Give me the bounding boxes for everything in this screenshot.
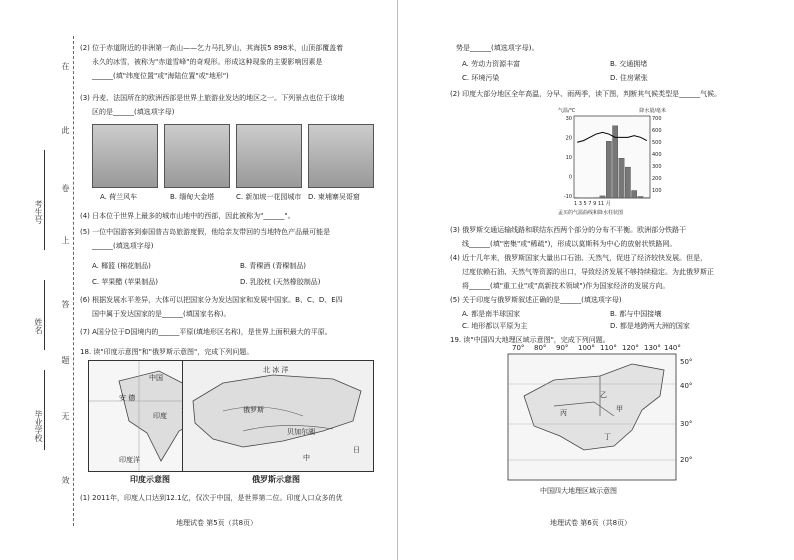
question-text: (2) 位于赤道附近的非洲第一高山——乞力马扎罗山，其海拔5 898米，山顶部覆盖着 [80, 44, 344, 52]
precip-bar [600, 196, 605, 198]
question-text: (7) A国分位于D国境内的______平原(填地形区名称)，是世界上面积最大的平原。 [80, 328, 332, 336]
field-line-name[interactable] [44, 280, 45, 350]
question-heading: 19. 读"中国四大地理区域示意图"，完成下列问题。 [450, 336, 610, 344]
option-text: C. 环境污染 [462, 74, 500, 82]
map-region-label: 丙 [560, 409, 567, 417]
map-lat-label: 50° [680, 358, 693, 366]
tick-label: 100 [652, 188, 662, 194]
map-label: 印度洋 [119, 456, 140, 464]
field-label-name: 姓名 [34, 318, 43, 334]
climate-chart [556, 104, 668, 216]
photo-caption: D. 柬埔寨吴哥窟 [308, 193, 360, 201]
seal-char: 上 [61, 236, 70, 244]
tick-label: 0 [568, 174, 572, 181]
seal-char: 答 [61, 300, 70, 308]
map-label: 日 [353, 446, 360, 454]
chart-frame [574, 116, 650, 198]
photo-merlion [236, 124, 302, 188]
map-label: 安 德 [119, 394, 136, 402]
question-text: (4) 近十几年来，俄罗斯国家大量出口石油、天然气，促进了经济较快发展。但是， [450, 254, 708, 262]
seal-char: 题 [61, 356, 70, 364]
map-russia-svg [183, 361, 373, 471]
field-line-school[interactable] [44, 370, 45, 450]
map-lon-label: 130° [644, 344, 661, 352]
tick-label: 400 [652, 152, 662, 158]
option-text: A. 椰篮 (棉花制品) [92, 262, 151, 270]
question-text: (2) 印度大部分地区全年高温，分早、雨两季，读下图，判断其气候类型是______气候。 [450, 90, 722, 98]
page-footer: 地理试卷 第5页（共8页） [176, 519, 258, 527]
map-russia [182, 360, 374, 472]
map-lat-label: 20° [680, 456, 693, 464]
tick-label: 200 [652, 176, 662, 182]
option-text: D. 都是地跨两大洲的国家 [610, 322, 690, 330]
seal-char: 卷 [61, 184, 70, 192]
map-lat-label: 40° [680, 382, 693, 390]
photo-angkor [308, 124, 374, 188]
field-label-school: 毕业学校 [34, 410, 43, 442]
map-caption-china: 中国四大地理区域示意图 [540, 487, 617, 495]
question-text: (5) 一位中国游客到泰国普吉岛旅游度假，他给亲友带回的当地特色产品最可能是 [80, 228, 331, 236]
map-lon-label: 110° [600, 344, 617, 352]
axis-label: 气温/℃ [558, 108, 576, 114]
seal-char: 此 [61, 126, 70, 134]
question-text: (6) 根据发展水平差异，大体可以把国家分为发达国家和发展中国家。B、C、D、E四 [80, 296, 343, 304]
field-label-exam-number: 考生号 [34, 200, 43, 224]
map-label: 贝加尔湖 [287, 428, 315, 436]
map-lon-label: 70° [512, 344, 525, 352]
tick-label: 30 [565, 116, 572, 122]
photo-caption: B. 缅甸大金塔 [170, 193, 215, 201]
map-lon-label: 100° [578, 344, 595, 352]
precip-bar [625, 167, 630, 198]
tick-label: 20 [565, 135, 572, 142]
precip-bar [632, 191, 637, 198]
precip-bar [619, 158, 624, 198]
map-lon-label: 80° [534, 344, 547, 352]
map-region-label: 丁 [604, 433, 611, 441]
option-text: D. 乳胶枕 (天然橡胶制品) [240, 278, 321, 286]
tick-label: 600 [652, 128, 662, 134]
chart-caption: 孟买的气温曲线和降水柱状图 [558, 210, 624, 216]
tick-label: -10 [563, 194, 572, 200]
question-text: ______(填选项字母) [92, 242, 154, 250]
photo-caption: C. 新加坡一花园城市 [236, 193, 302, 201]
tick-label: 1 3 5 7 9 11 月 [574, 201, 611, 207]
question-text: (3) 丹麦、法国所在的欧洲西部是世界上旅游业发达的地区之一。下列景点也位于该地 [80, 94, 345, 102]
map-lon-label: 140° [664, 344, 681, 352]
tick-label: 700 [652, 116, 662, 122]
seal-char: 效 [61, 476, 70, 484]
option-text: C. 地形都以平原为主 [462, 322, 528, 330]
option-text: B. 都与中国接壤 [610, 310, 662, 318]
question-text: (4) 日本位于世界上最多的城市山地中的西部，因此被称为"______"。 [80, 212, 295, 220]
map-china [504, 346, 700, 482]
question-text: 区的是______(填选项字母) [92, 108, 175, 116]
question-text: 过度依赖石油、天然气等资源的出口，导致经济发展不够持续稳定。为此俄罗斯正 [462, 268, 714, 276]
question-text: (3) 俄罗斯交通运输线路和联结东西两个部分的分布不平衡。欧洲部分铁路干 [450, 226, 687, 234]
option-text: B. 交通拥堵 [610, 60, 648, 68]
page-divider [397, 0, 398, 560]
question-text: (5) 关于印度与俄罗斯叙述正确的是______(填选项字母) [450, 296, 622, 304]
map-caption-india: 印度示意图 [130, 475, 170, 484]
question-text: ______(填"纬度位置"或"海陆位置"或"地形") [92, 72, 229, 80]
precip-bar [638, 196, 643, 198]
question-text: (1) 2011年，印度人口达到12.1亿，仅次于中国，是世界第二位。印度人口众多的优 [80, 494, 343, 502]
field-line-exam-number[interactable] [44, 150, 45, 250]
axis-label: 降水量/毫米 [639, 108, 666, 114]
map-label: 中国 [149, 374, 163, 382]
photo-caption: A. 荷兰风车 [100, 193, 138, 201]
map-region-label: 甲 [616, 405, 623, 413]
question-text: 永久的冰雪，被称为"赤道雪峰"的奇观形。形成这种现象的主要影响因素是 [92, 58, 323, 66]
question-text: 线______(填"密集"或"稀疏")，形成以莫斯科为中心的放射状铁路网。 [462, 240, 677, 248]
option-text: B. 青稞酒 (青稞制品) [240, 262, 306, 270]
climate-chart-svg [556, 104, 668, 216]
page-footer: 地理试卷 第6页（共8页） [550, 519, 632, 527]
map-lon-label: 90° [556, 344, 569, 352]
seal-char: 无 [61, 412, 70, 420]
tick-label: 500 [652, 140, 662, 146]
question-text: 将______(填"重工业"或"高新技术领域")作为国家经济的发展方向。 [462, 282, 670, 290]
question-heading: 18. 读"印度示意图"和"俄罗斯示意图"，完成下列问题。 [80, 348, 254, 356]
map-china-svg [504, 346, 700, 482]
option-text: C. 苹果醋 (苹果制品) [92, 278, 159, 286]
map-lat-label: 30° [680, 420, 693, 428]
binding-dash-line [73, 36, 74, 526]
map-label: 中 [303, 454, 310, 462]
tick-label: 300 [652, 164, 662, 170]
option-text: A. 劳动力资源丰富 [462, 60, 521, 68]
seal-char: 在 [61, 62, 70, 70]
tick-label: 10 [565, 155, 572, 161]
option-text: D. 住房紧张 [610, 74, 648, 82]
map-label: 北 冰 洋 [263, 366, 289, 374]
photo-pagoda [164, 124, 230, 188]
photo-windmill [92, 124, 158, 188]
question-text: 国中属于发达国家的是______(填国家名称)。 [92, 310, 231, 318]
option-text: A. 都是南半球国家 [462, 310, 521, 318]
map-label: 印度 [153, 412, 167, 420]
map-lon-label: 120° [622, 344, 639, 352]
map-region-label: 乙 [600, 391, 607, 399]
question-text: 势是______(填选项字母)。 [456, 44, 539, 52]
map-label: 俄罗斯 [243, 406, 264, 414]
map-caption-russia: 俄罗斯示意图 [252, 475, 300, 484]
precip-bar [606, 141, 611, 198]
